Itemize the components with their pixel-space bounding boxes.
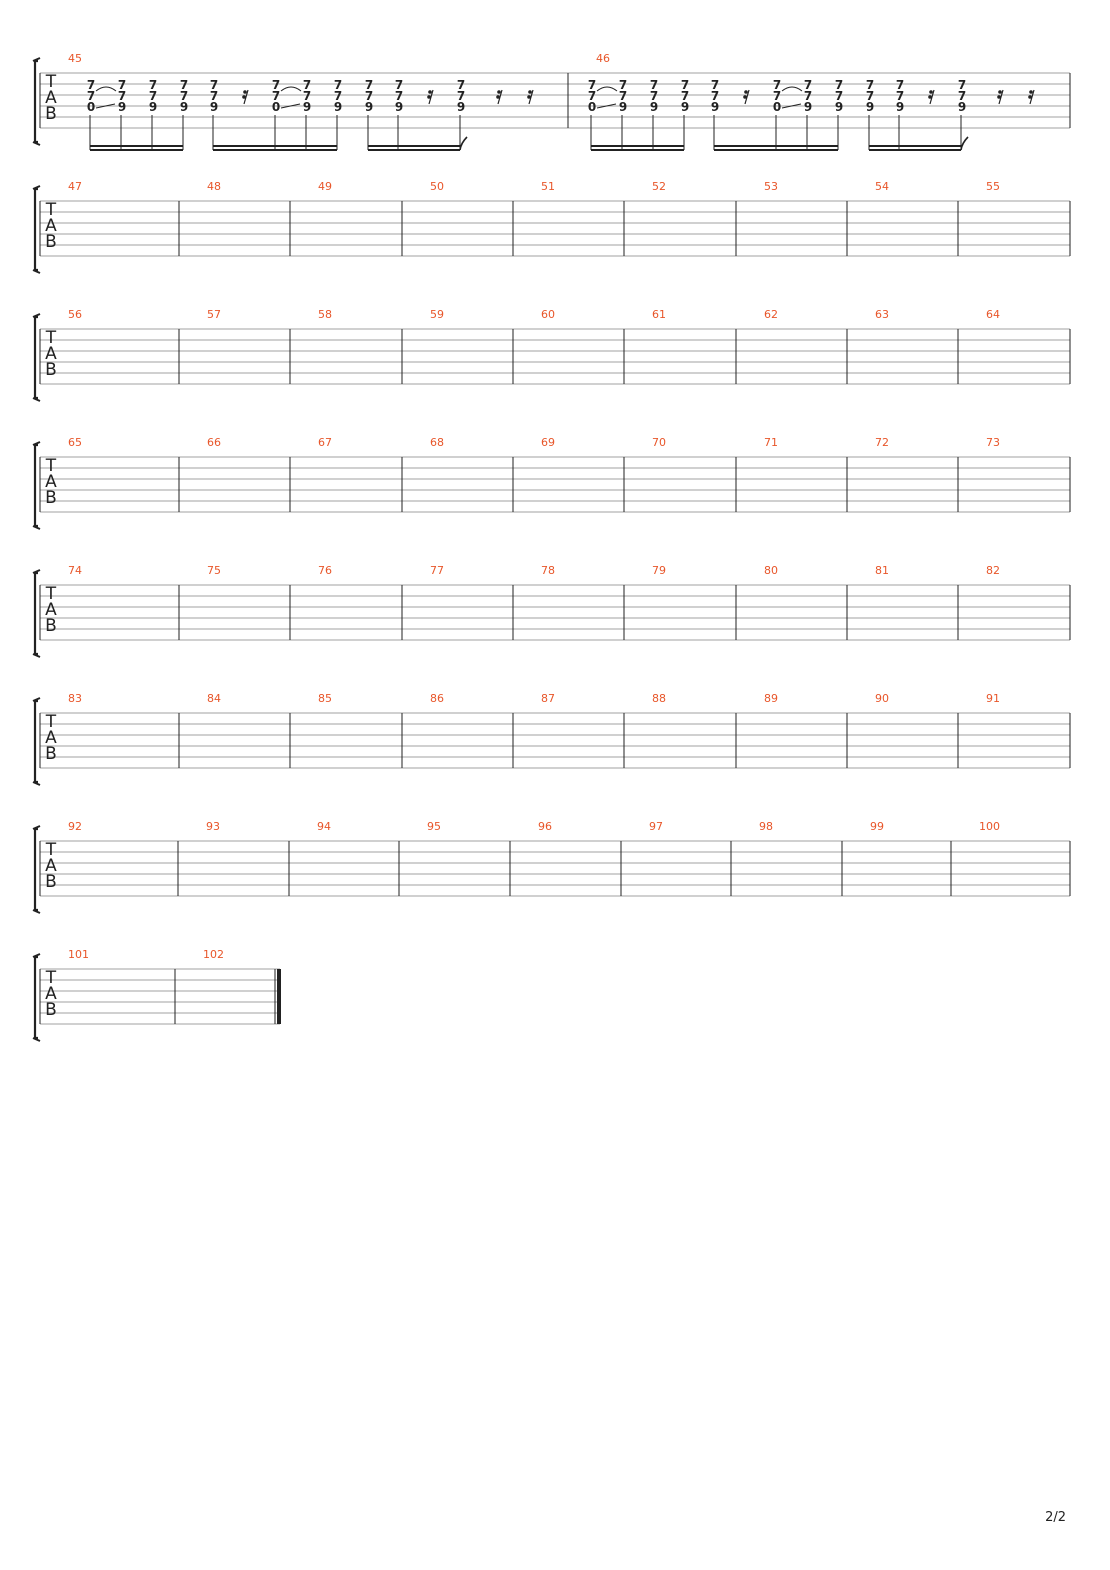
tab-clef-letter: T xyxy=(45,328,57,348)
fret-number: 7 xyxy=(394,78,404,92)
tab-clef-letter: A xyxy=(45,600,57,620)
eighth-flag xyxy=(460,137,467,150)
fret-number: 7 xyxy=(86,78,96,92)
fret-number: 7 xyxy=(302,78,312,92)
fret-number: 9 xyxy=(148,100,158,114)
fret-number: 7 xyxy=(803,89,813,103)
system-bracket xyxy=(35,317,38,398)
bracket-hook xyxy=(33,186,40,189)
staff-system xyxy=(33,948,280,1041)
measure-number: 102 xyxy=(203,948,224,961)
measure-number: 81 xyxy=(875,564,889,577)
fret-number: 9 xyxy=(680,100,690,114)
fret-number: 7 xyxy=(117,78,127,92)
rest-dot xyxy=(1028,95,1032,99)
fret-number: 7 xyxy=(772,78,782,92)
rest-dot xyxy=(427,95,431,99)
measure-number: 49 xyxy=(318,180,332,193)
fret-number: 7 xyxy=(649,78,659,92)
measure-number: 76 xyxy=(318,564,332,577)
fret-number: 7 xyxy=(680,78,690,92)
measure-number: 54 xyxy=(875,180,889,193)
rest-dot xyxy=(496,95,500,99)
beam xyxy=(90,149,183,151)
fret-number: 7 xyxy=(456,78,466,92)
system-bracket xyxy=(35,445,38,526)
staff-system xyxy=(33,564,1070,657)
beam xyxy=(869,149,961,151)
fret-number: 7 xyxy=(865,89,875,103)
fret-number: 7 xyxy=(895,78,905,92)
rest-dot xyxy=(997,95,1001,99)
tab-clef-letter: T xyxy=(45,712,57,732)
fret-number: 0 xyxy=(86,100,96,114)
system-bracket xyxy=(35,701,38,782)
measure-number: 57 xyxy=(207,308,221,321)
measure-number: 92 xyxy=(68,820,82,833)
fret-number: 7 xyxy=(865,78,875,92)
tab-clef-letter: T xyxy=(45,840,57,860)
rest-dot xyxy=(744,90,748,94)
fret-number: 9 xyxy=(618,100,628,114)
staff-system xyxy=(33,820,1070,913)
measure-number: 79 xyxy=(652,564,666,577)
fret-number: 7 xyxy=(148,78,158,92)
tab-clef-letter: T xyxy=(45,584,57,604)
tab-clef-letter: B xyxy=(45,744,57,764)
fret-number: 7 xyxy=(333,89,343,103)
measure-number: 89 xyxy=(764,692,778,705)
tab-clef-letter: B xyxy=(45,232,57,252)
fret-number: 7 xyxy=(271,89,281,103)
page-number: 2/2 xyxy=(1045,1510,1066,1525)
fret-number: 7 xyxy=(618,78,628,92)
beam xyxy=(591,145,684,147)
fret-number: 9 xyxy=(456,100,466,114)
tab-clef-letter: A xyxy=(45,472,57,492)
fret-number: 7 xyxy=(772,89,782,103)
tab-clef-letter: B xyxy=(45,1000,57,1020)
tab-clef-letter: T xyxy=(45,968,57,988)
rest-dot xyxy=(1029,90,1033,94)
system-bracket xyxy=(35,829,38,910)
eighth-flag xyxy=(961,137,968,150)
fret-number: 0 xyxy=(587,100,597,114)
fret-number: 9 xyxy=(803,100,813,114)
fret-number: 7 xyxy=(834,78,844,92)
measure-number: 77 xyxy=(430,564,444,577)
fret-number: 7 xyxy=(587,89,597,103)
rest-dot xyxy=(243,90,247,94)
measure-number: 70 xyxy=(652,436,666,449)
fret-number: 7 xyxy=(618,89,628,103)
fret-number: 7 xyxy=(710,78,720,92)
beam xyxy=(591,149,684,151)
rest-dot xyxy=(497,90,501,94)
measure-number: 69 xyxy=(541,436,555,449)
measure-number: 93 xyxy=(206,820,220,833)
measure-number: 62 xyxy=(764,308,778,321)
beam xyxy=(368,149,460,151)
measure-number: 46 xyxy=(596,52,610,65)
measure-number: 100 xyxy=(979,820,1000,833)
bracket-hook xyxy=(33,270,40,273)
fret-number: 9 xyxy=(333,100,343,114)
measure-number: 99 xyxy=(870,820,884,833)
fret-number: 9 xyxy=(710,100,720,114)
bracket-hook xyxy=(33,910,40,913)
tab-clef-letter: T xyxy=(45,200,57,220)
tab-clef-letter: A xyxy=(45,984,57,1004)
fret-number: 9 xyxy=(834,100,844,114)
measure-number: 65 xyxy=(68,436,82,449)
bracket-hook xyxy=(33,442,40,445)
fret-number: 7 xyxy=(86,89,96,103)
measure-number: 60 xyxy=(541,308,555,321)
fret-number: 9 xyxy=(895,100,905,114)
fret-number: 9 xyxy=(957,100,967,114)
fret-number: 0 xyxy=(271,100,281,114)
measure-number: 66 xyxy=(207,436,221,449)
staff-system xyxy=(33,436,1070,529)
bracket-hook xyxy=(33,826,40,829)
beam xyxy=(714,149,838,151)
measure-number: 74 xyxy=(68,564,82,577)
measure-number: 63 xyxy=(875,308,889,321)
tab-clef-letter: B xyxy=(45,488,57,508)
fret-number: 7 xyxy=(364,78,374,92)
fret-number: 7 xyxy=(209,89,219,103)
beam xyxy=(869,145,961,147)
bracket-hook xyxy=(33,698,40,701)
fret-number: 9 xyxy=(209,100,219,114)
bracket-hook xyxy=(33,526,40,529)
measure-number: 48 xyxy=(207,180,221,193)
measure-number: 83 xyxy=(68,692,82,705)
measure-number: 101 xyxy=(68,948,89,961)
rest-dot xyxy=(527,95,531,99)
staff-system xyxy=(33,180,1070,273)
tab-clef-letter: A xyxy=(45,88,57,108)
fret-number: 7 xyxy=(834,89,844,103)
tab-clef-letter: T xyxy=(45,72,57,92)
fret-number: 7 xyxy=(456,89,466,103)
measure-number: 59 xyxy=(430,308,444,321)
fret-number: 9 xyxy=(649,100,659,114)
fret-number: 7 xyxy=(957,89,967,103)
tab-clef-letter: B xyxy=(45,616,57,636)
fret-number: 7 xyxy=(117,89,127,103)
tie-arc xyxy=(782,87,802,91)
fret-number: 7 xyxy=(587,78,597,92)
rest-dot xyxy=(743,95,747,99)
fret-number: 7 xyxy=(803,78,813,92)
measure-number: 56 xyxy=(68,308,82,321)
tab-clef-letter: A xyxy=(45,856,57,876)
measure-number: 68 xyxy=(430,436,444,449)
tab-clef-letter: A xyxy=(45,728,57,748)
bracket-hook xyxy=(33,570,40,573)
measure-number: 96 xyxy=(538,820,552,833)
rest-dot xyxy=(929,90,933,94)
beam xyxy=(213,145,337,147)
fret-number: 7 xyxy=(302,89,312,103)
tab-clef-letter: B xyxy=(45,360,57,380)
fret-number: 9 xyxy=(302,100,312,114)
measure-number: 64 xyxy=(986,308,1000,321)
measure-number: 84 xyxy=(207,692,221,705)
fret-number: 7 xyxy=(179,78,189,92)
measure-number: 86 xyxy=(430,692,444,705)
fret-number: 9 xyxy=(364,100,374,114)
measure-number: 78 xyxy=(541,564,555,577)
fret-number: 7 xyxy=(333,78,343,92)
fret-number: 9 xyxy=(179,100,189,114)
bracket-hook xyxy=(33,314,40,317)
fret-number: 7 xyxy=(957,78,967,92)
measure-number: 72 xyxy=(875,436,889,449)
measure-number: 82 xyxy=(986,564,1000,577)
measure-number: 51 xyxy=(541,180,555,193)
measure-number: 50 xyxy=(430,180,444,193)
bracket-hook xyxy=(33,782,40,785)
tab-clef-letter: T xyxy=(45,456,57,476)
bracket-hook xyxy=(33,954,40,957)
system-bracket xyxy=(35,573,38,654)
fret-number: 7 xyxy=(364,89,374,103)
fret-number: 7 xyxy=(895,89,905,103)
measure-number: 52 xyxy=(652,180,666,193)
fret-number: 9 xyxy=(394,100,404,114)
fret-number: 9 xyxy=(117,100,127,114)
fret-number: 7 xyxy=(680,89,690,103)
tab-clef-letter: A xyxy=(45,344,57,364)
tie-arc xyxy=(96,87,116,91)
rest-dot xyxy=(242,95,246,99)
bracket-hook xyxy=(33,1038,40,1041)
tab-clef-letter: B xyxy=(45,872,57,892)
bracket-hook xyxy=(33,58,40,61)
measure-number: 87 xyxy=(541,692,555,705)
beam xyxy=(368,145,460,147)
measure-number: 80 xyxy=(764,564,778,577)
fret-number: 7 xyxy=(271,78,281,92)
fret-number: 0 xyxy=(772,100,782,114)
fret-number: 7 xyxy=(148,89,158,103)
fret-number: 7 xyxy=(209,78,219,92)
rest-dot xyxy=(428,90,432,94)
measure-number: 95 xyxy=(427,820,441,833)
beam xyxy=(714,145,838,147)
measure-number: 47 xyxy=(68,180,82,193)
system-bracket xyxy=(35,61,38,142)
system-bracket xyxy=(35,189,38,270)
rest-dot xyxy=(998,90,1002,94)
measure-number: 45 xyxy=(68,52,82,65)
tab-clef-letter: B xyxy=(45,104,57,124)
fret-number: 7 xyxy=(649,89,659,103)
rest-dot xyxy=(928,95,932,99)
measure-number: 67 xyxy=(318,436,332,449)
bracket-hook xyxy=(33,654,40,657)
fret-number: 7 xyxy=(394,89,404,103)
tie-arc xyxy=(281,87,301,91)
measure-number: 61 xyxy=(652,308,666,321)
tab-clef-letter: A xyxy=(45,216,57,236)
measure-number: 85 xyxy=(318,692,332,705)
staff-system xyxy=(33,52,1070,151)
measure-number: 88 xyxy=(652,692,666,705)
bracket-hook xyxy=(33,142,40,145)
measure-number: 90 xyxy=(875,692,889,705)
measure-number: 94 xyxy=(317,820,331,833)
bracket-hook xyxy=(33,398,40,401)
fret-number: 7 xyxy=(179,89,189,103)
fret-number: 7 xyxy=(710,89,720,103)
measure-number: 71 xyxy=(764,436,778,449)
staff-system xyxy=(33,692,1070,785)
rest-dot xyxy=(528,90,532,94)
measure-number: 58 xyxy=(318,308,332,321)
tie-arc xyxy=(597,87,617,91)
measure-number: 91 xyxy=(986,692,1000,705)
fret-number: 9 xyxy=(865,100,875,114)
measure-number: 53 xyxy=(764,180,778,193)
beam xyxy=(90,145,183,147)
staff-system xyxy=(33,308,1070,401)
measure-number: 73 xyxy=(986,436,1000,449)
measure-number: 75 xyxy=(207,564,221,577)
measure-number: 98 xyxy=(759,820,773,833)
system-bracket xyxy=(35,957,38,1038)
measure-number: 55 xyxy=(986,180,1000,193)
beam xyxy=(213,149,337,151)
measure-number: 97 xyxy=(649,820,663,833)
